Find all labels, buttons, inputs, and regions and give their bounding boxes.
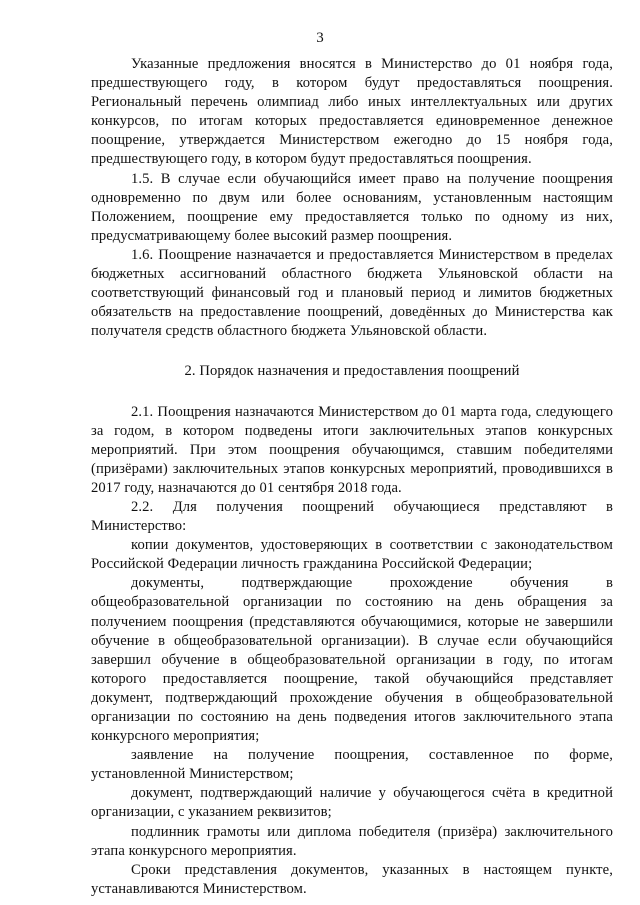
list-item: документы, подтверждающие прохождение обучения в общеобразовательной организации по состоянию на день обращения за получением поощрения (представляются обучающимися, которые не завершили обучение в общеобразовательной организации). В случае если обучающийся завершил обучение в общеобразовательной организации в году, по итогам которого предоставляется поощрение, такой обучающийся представляет документ, подтверждающий прохождение обучения в общеобразовательной организации по состоянию на день подведения итогов заключительного этапа конкурсного мероприятия;	[91, 575, 613, 745]
list-item: подлинник грамоты или диплома победителя (призёра) заключительного этапа конкурсного мероприятия.	[91, 823, 613, 859]
paragraph: 2.1. Поощрения назначаются Министерством до 01 марта года, следующего за годом, в котором подведены итоги заключительных этапов конкурсных мероприятий. При этом поощрения обучающимся, ставшим победителями (призёрами) заключительных этапов конкурсных мероприятий, проводившихся в 2017 году, назначаются до 01 сентября 2018 года.	[91, 403, 613, 496]
paragraph: 2.2. Для получения поощрений обучающиеся представляют в Министерство:	[91, 498, 613, 535]
paragraph: Сроки представления документов, указанных в настоящем пункте, устанавливаются Министерством.	[91, 861, 613, 897]
page-number: 3	[316, 30, 324, 46]
document-body	[91, 55, 613, 899]
paragraph: 1.6. Поощрение назначается и предоставляется Министерством в пределах бюджетных ассигнований областного бюджета Ульяновской области на соответствующий финансовый год и плановый период и лимитов бюджетных обязательств на предоставление поощрений, доведённых до Министерства как получателя средств областного бюджета Ульяновской области.	[91, 246, 613, 340]
list-item: копии документов, удостоверяющих в соответствии с законодательством Российской Федерации личность гражданина Российской Федерации;	[91, 537, 613, 573]
list-item: документ, подтверждающий наличие у обучающегося счёта в кредитной организации, с указанием реквизитов;	[91, 785, 613, 821]
paragraph: Указанные предложения вносятся в Министерство до 01 ноября года, предшествующего году, в котором будут предоставляться поощрения. Региональный перечень олимпиад либо иных интеллектуальных или других конкурсов, по итогам которых предоставляется единовременное денежное поощрение, утверждается Министерством ежегодно до 15 ноября года, предшествующего году, в котором будут предоставляться поощрения.	[91, 56, 613, 168]
section-heading: 2. Порядок назначения и предоставления поощрений	[184, 363, 520, 380]
paragraph: 1.5. В случае если обучающийся имеет право на получение поощрения одновременно по двум или более основаниям, установленным настоящим Положением, поощрение ему предоставляется только по одному из них, предусматривающему более высокий размер поощрения.	[91, 170, 613, 244]
list-item: заявление на получение поощрения, составленное по форме, установленной Министерством;	[91, 747, 613, 783]
